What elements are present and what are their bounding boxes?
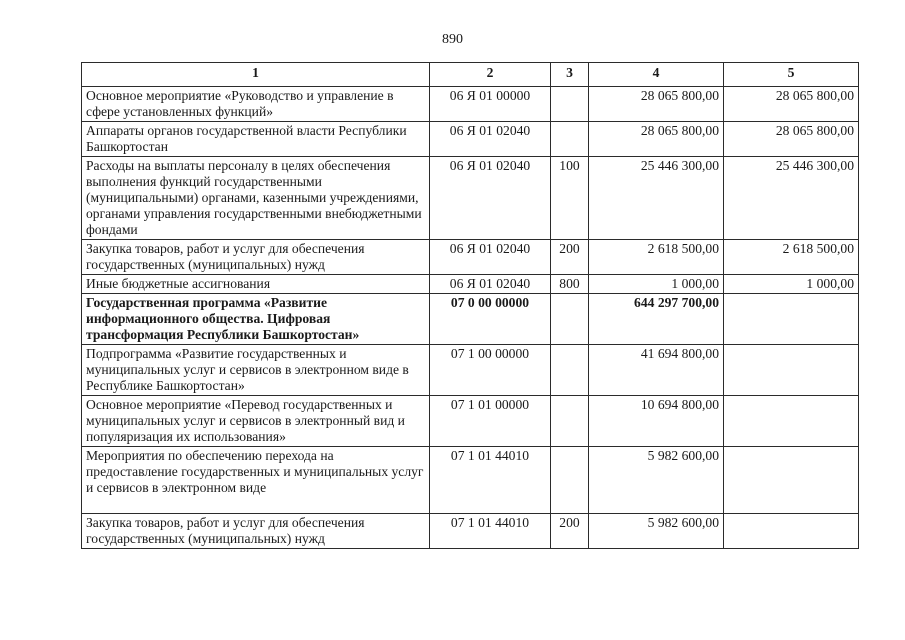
- row-name: Закупка товаров, работ и услуг для обеспечения государственных (муниципальных) нужд: [82, 240, 430, 275]
- header-row: [82, 63, 859, 87]
- row-type: [551, 447, 589, 514]
- row-type: 100: [551, 157, 589, 240]
- row-amount-1: 25 446 300,00: [589, 157, 724, 240]
- row-amount-1: 28 065 800,00: [589, 87, 724, 122]
- row-amount-1: 10 694 800,00: [589, 396, 724, 447]
- table-row: [82, 345, 859, 396]
- row-type: 800: [551, 275, 589, 294]
- row-type: [551, 294, 589, 345]
- table-body: [82, 87, 859, 549]
- row-type: [551, 396, 589, 447]
- row-name: Государственная программа «Развитие информационного общества. Цифровая трансформация Республики Башкортостан»: [82, 294, 430, 345]
- row-code: 06 Я 01 02040: [430, 275, 551, 294]
- table-row: [82, 87, 859, 122]
- row-amount-2: 28 065 800,00: [724, 122, 859, 157]
- header-col-3: 3: [551, 63, 589, 87]
- row-amount-2: [724, 514, 859, 549]
- row-code: 06 Я 01 02040: [430, 157, 551, 240]
- row-code: 07 1 01 44010: [430, 447, 551, 514]
- row-amount-2: [724, 447, 859, 514]
- table-row: [82, 157, 859, 240]
- row-code: 07 1 01 00000: [430, 396, 551, 447]
- row-amount-1: 41 694 800,00: [589, 345, 724, 396]
- row-type: [551, 87, 589, 122]
- row-code: 06 Я 01 02040: [430, 240, 551, 275]
- row-code: 06 Я 01 02040: [430, 122, 551, 157]
- table-row-program: [82, 294, 859, 345]
- row-amount-1: 644 297 700,00: [589, 294, 724, 345]
- row-name: Подпрограмма «Развитие государственных и муниципальных услуг и сервисов в электронном виде в Республике Башкортостан»: [82, 345, 430, 396]
- row-name: Мероприятия по обеспечению перехода на предоставление государственных и муниципальных услуг и сервисов в электронном виде: [82, 447, 430, 514]
- row-type: 200: [551, 514, 589, 549]
- row-amount-2: [724, 345, 859, 396]
- row-code: 07 1 01 44010: [430, 514, 551, 549]
- table-row: [82, 514, 859, 549]
- row-amount-2: 28 065 800,00: [724, 87, 859, 122]
- row-amount-1: 5 982 600,00: [589, 514, 724, 549]
- row-name: Закупка товаров, работ и услуг для обеспечения государственных (муниципальных) нужд: [82, 514, 430, 549]
- row-amount-1: 5 982 600,00: [589, 447, 724, 514]
- row-amount-2: 25 446 300,00: [724, 157, 859, 240]
- row-amount-1: 28 065 800,00: [589, 122, 724, 157]
- table-row: [82, 275, 859, 294]
- page-number: 890: [442, 32, 463, 47]
- header-col-4: 4: [589, 63, 724, 87]
- header-col-1: 1: [82, 63, 430, 87]
- table-row: [82, 240, 859, 275]
- row-amount-2: [724, 294, 859, 345]
- budget-table: [81, 62, 859, 549]
- table-row: [82, 396, 859, 447]
- row-name: Аппараты органов государственной власти Республики Башкортостан: [82, 122, 430, 157]
- row-code: 06 Я 01 00000: [430, 87, 551, 122]
- row-amount-1: 1 000,00: [589, 275, 724, 294]
- row-name: Основное мероприятие «Руководство и управление в сфере установленных функций»: [82, 87, 430, 122]
- header-col-5: 5: [724, 63, 859, 87]
- row-amount-2: 1 000,00: [724, 275, 859, 294]
- row-type: [551, 122, 589, 157]
- header-col-2: 2: [430, 63, 551, 87]
- table-row: [82, 447, 859, 514]
- row-name: Основное мероприятие «Перевод государственных и муниципальных услуг и сервисов в электронный вид и популяризация их использования»: [82, 396, 430, 447]
- row-name: Расходы на выплаты персоналу в целях обеспечения выполнения функций государственными (муниципальными) органами, казенными учреждениями, органами управления государственными внебюджетными фондами: [82, 157, 430, 240]
- row-type: [551, 345, 589, 396]
- row-type: 200: [551, 240, 589, 275]
- row-amount-2: 2 618 500,00: [724, 240, 859, 275]
- row-code: 07 0 00 00000: [430, 294, 551, 345]
- table-row: [82, 122, 859, 157]
- row-amount-2: [724, 396, 859, 447]
- row-amount-1: 2 618 500,00: [589, 240, 724, 275]
- row-name: Иные бюджетные ассигнования: [82, 275, 430, 294]
- row-code: 07 1 00 00000: [430, 345, 551, 396]
